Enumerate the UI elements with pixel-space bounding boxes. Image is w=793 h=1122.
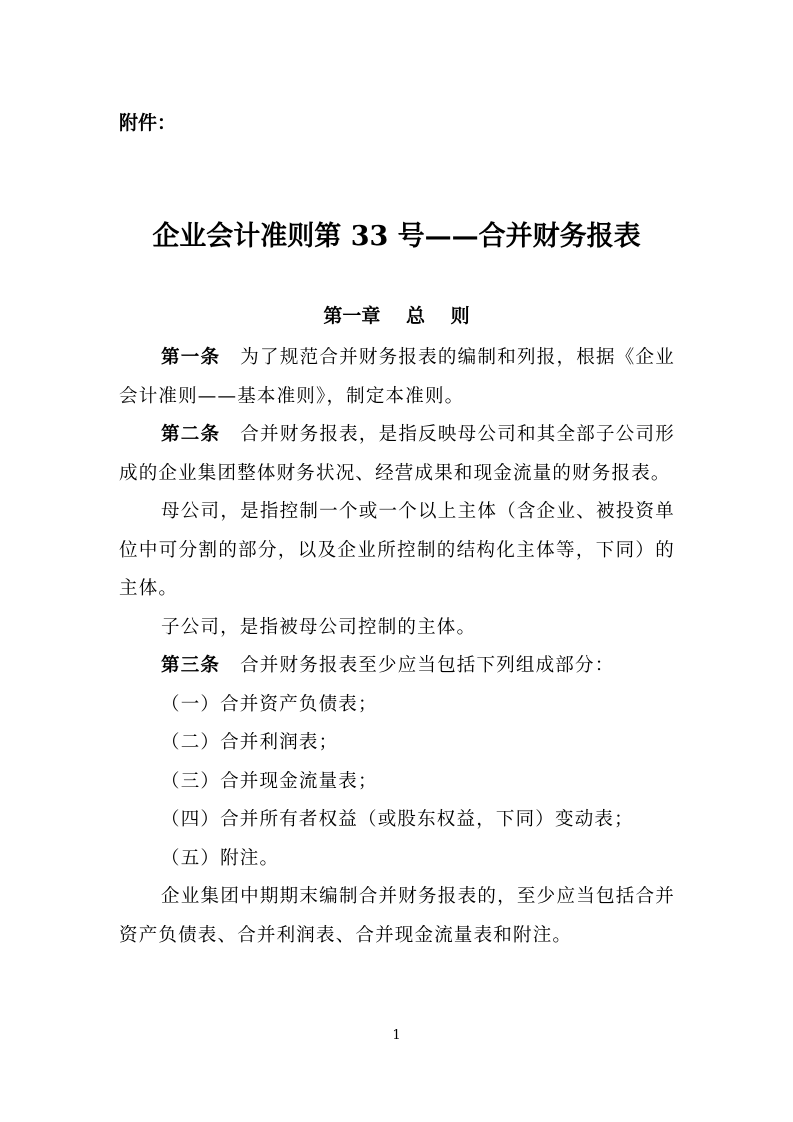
article-1 xyxy=(119,339,675,416)
parent-company-paragraph: 母公司，是指控制一个或一个以上主体（含企业、被投资单位中可分割的部分，以及企业所控制的结构化主体等，下同）的主体。 xyxy=(119,501,675,599)
interim-paragraph: 企业集团中期期末编制合并财务报表的，至少应当包括合并资产负债表、合并利润表、合并现金流量表和附注。 xyxy=(119,886,675,946)
article-1-label: 第一条 xyxy=(161,347,221,368)
chapter-heading: 第一章 总 则 xyxy=(323,305,470,327)
component-item-4: （四）合并所有者权益（或股东权益，下同）变动表； xyxy=(161,809,634,830)
page-number: 1 xyxy=(392,1028,401,1043)
article-1-text: 为了规范合并财务报表的编制和列报，根据《企业会计准则——基本准则》，制定本准则。 xyxy=(119,347,675,407)
article-3-label: 第三条 xyxy=(161,655,221,676)
component-item-2: （二）合并利润表； xyxy=(161,732,339,753)
article-3 xyxy=(119,647,675,686)
component-item-5: （五）附注。 xyxy=(161,847,280,869)
component-item-1: （一）合并资产负债表； xyxy=(161,693,378,715)
document-title: 企业会计准则第 33 号——合并财务报表 xyxy=(152,221,641,252)
document-body xyxy=(119,339,675,955)
subsidiary-paragraph: 子公司，是指被母公司控制的主体。 xyxy=(161,616,477,638)
article-3-text: 合并财务报表至少应当包括下列组成部分： xyxy=(240,655,615,676)
component-item-3: （三）合并现金流量表； xyxy=(161,770,378,792)
article-2 xyxy=(119,416,675,493)
article-2-text: 合并财务报表，是指反映母公司和其全部子公司形成的企业集团整体财务状况、经营成果和现金流量的财务报表。 xyxy=(119,424,675,484)
attachment-label: 附件： xyxy=(119,112,177,134)
article-2-label: 第二条 xyxy=(161,424,221,445)
